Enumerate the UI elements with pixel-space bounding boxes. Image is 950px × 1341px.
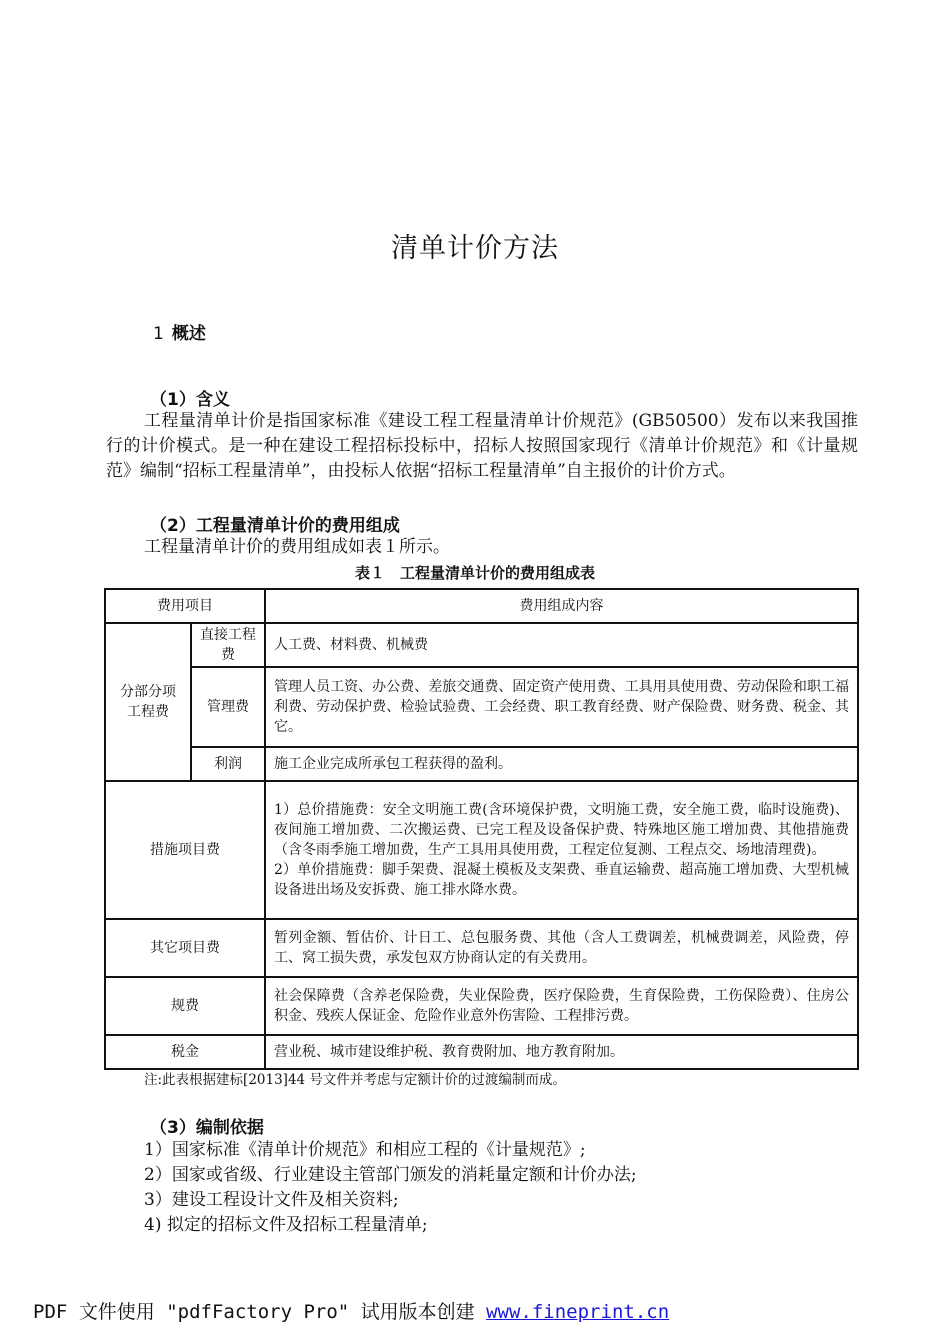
list-item: 4) 拟定的招标文件及招标工程量清单; (144, 1215, 428, 1235)
fenbu-label: 分部分项工程费 (105, 623, 191, 781)
sub-item-content: 管理人员工资、办公费、差旅交通费、固定资产使用费、工具用具使用费、劳动保险和职工福利费、劳动保护费、检验试验费、工会经费、职工教育经费、财产保险费、财务费、税金、其它。 (265, 667, 858, 747)
shuijin-label: 税金 (105, 1035, 265, 1069)
sub-item-name: 管理费 (191, 667, 265, 747)
table-row (105, 977, 858, 1035)
table-row (105, 623, 858, 667)
section-heading-overview (153, 319, 206, 344)
table-row (105, 667, 858, 747)
meaning-paragraph: 工程量清单计价是指国家标准《建设工程工程量清单计价规范》(GB50500）发布以来我国推行的计价模式。是一种在建设工程招标投标中，招标人按照国家现行《清单计价规范》和《计量规范》编制“招标工程量清单”，由投标人依据“招标工程量清单”自主报价的计价方式。 (106, 411, 858, 481)
guifei-content: 社会保障费（含养老保险费，失业保险费，医疗保险费，生育保险费，工伤保险费）、住房公积金、残疾人保证金、危险作业意外伤害险、工程排污费。 (265, 977, 858, 1035)
cuoshi-content-total: 1）总价措施费：安全文明施工费(含环境保护费，文明施工费，安全施工费，临时设施费)、夜间施工增加费、二次搬运费、已完工程及设备保护费、特殊地区施工增加费、其他措施费（含冬雨季施工增加费，生产工具用具使用费，工程定位复测、工程点交、场地清理费)。 (274, 802, 849, 858)
list-item: 1）国家标准《清单计价规范》和相应工程的《计量规范》; (144, 1140, 586, 1160)
section-number: 1 (153, 324, 164, 344)
pdf-footer (33, 1297, 669, 1324)
cuoshi-label: 措施项目费 (105, 781, 265, 919)
sub-item-name: 利润 (191, 747, 265, 781)
page-title: 清单计价方法 (391, 233, 559, 264)
sub-item-content: 人工费、材料费、机械费 (265, 623, 858, 667)
sub-item-name: 直接工程费 (191, 623, 265, 667)
cost-composition-intro: 工程量清单计价的费用组成如表１所示。 (144, 537, 450, 557)
list-item: 2）国家或省级、行业建设主管部门颁发的消耗量定额和计价办法; (144, 1165, 637, 1185)
subsection-heading-cost-composition: （2）工程量清单计价的费用组成 (150, 516, 400, 536)
table-note: 注:此表根据建标[2013]44 号文件并考虑与定额计价的过渡编制而成。 (144, 1072, 566, 1088)
subsection-heading-basis: （3）编制依据 (150, 1118, 264, 1138)
table-header-row (105, 589, 858, 623)
shuijin-content: 营业税、城市建设维护税、教育费附加、地方教育附加。 (265, 1035, 858, 1069)
cuoshi-content-unit: 2）单价措施费：脚手架费、混凝土模板及支架费、垂直运输费、超高施工增加费、大型机械设备进出场及安拆费、施工排水降水费。 (274, 862, 849, 898)
cuoshi-content (265, 781, 858, 919)
qita-content: 暂列金额、暂估价、计日工、总包服务费、其他（含人工费调差，机械费调差，风险费，停工、窝工损失费，承发包双方协商认定的有关费用。 (265, 919, 858, 977)
section-title: 概述 (171, 324, 206, 344)
table-caption: 表１ 工程量清单计价的费用组成表 (354, 564, 595, 582)
cost-composition-table (104, 588, 859, 1070)
table-row (105, 1035, 858, 1069)
footer-text: PDF 文件使用 "pdfFactory Pro" 试用版本创建 (33, 1301, 487, 1323)
table-row (105, 919, 858, 977)
table-row (105, 781, 858, 919)
subsection-heading-meaning: （1）含义 (150, 390, 230, 410)
fineprint-link[interactable]: www.fineprint.cn (486, 1301, 670, 1323)
qita-label: 其它项目费 (105, 919, 265, 977)
sub-item-content: 施工企业完成所承包工程获得的盈利。 (265, 747, 858, 781)
guifei-label: 规费 (105, 977, 265, 1035)
table-row (105, 747, 858, 781)
header-cost-content: 费用组成内容 (265, 589, 858, 623)
list-item: 3）建设工程设计文件及相关资料; (144, 1190, 399, 1210)
header-cost-item: 费用项目 (105, 589, 265, 623)
